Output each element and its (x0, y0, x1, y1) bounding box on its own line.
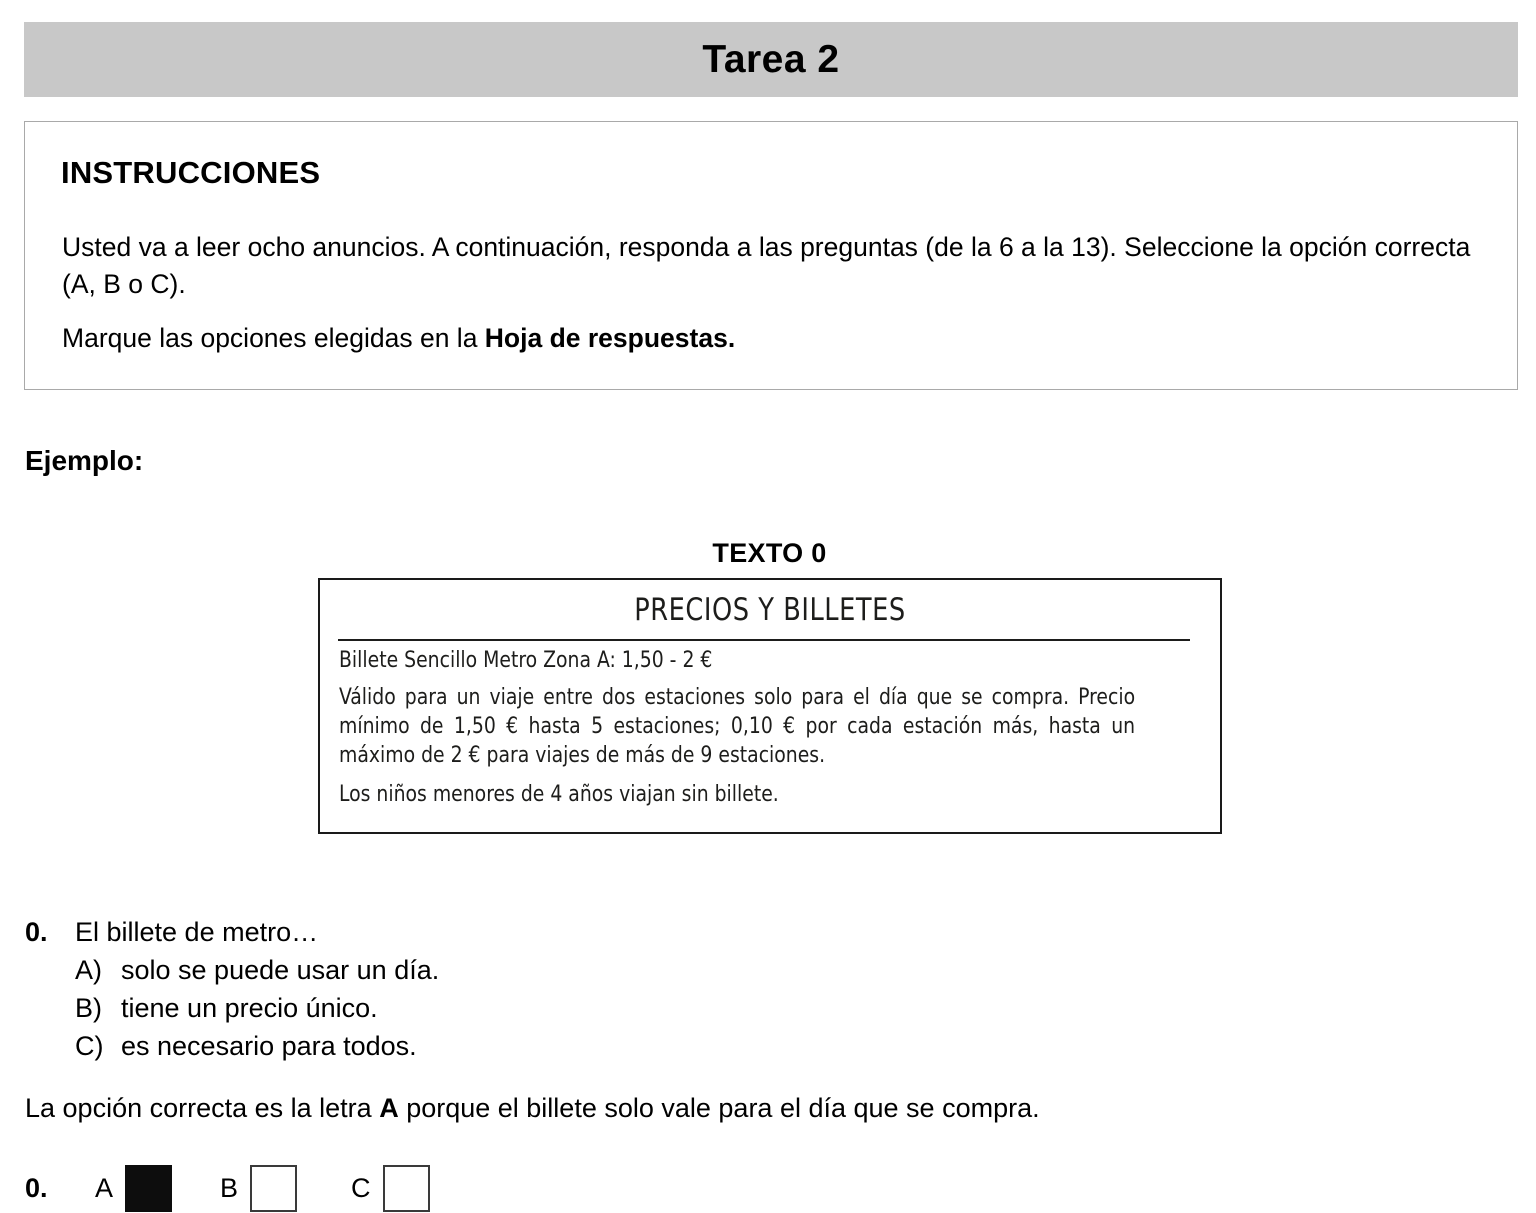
instructions-box (24, 121, 1518, 390)
ad-body-text: Válido para un viaje entre dos estaciones solo para el día que se compra. Precio mínimo de 1,50 € hasta 5 estaciones; 0,10 € por cada estación más, hasta un máximo de 2 € para viajes de más de 9 estaciones. (339, 684, 1136, 768)
answer-checkbox-a[interactable] (125, 1165, 172, 1212)
answer-sheet-emphasis: Hoja de respuestas. (484, 323, 736, 353)
ad-title-divider (338, 639, 1190, 641)
text-zero-title (0, 538, 1536, 569)
ad-children-note: Los niños menores de 4 años viajan sin billete. (339, 781, 779, 807)
page-title: Tarea 2 (702, 37, 840, 81)
answer-choice-a[interactable] (95, 1165, 172, 1212)
question-option-b[interactable] (75, 989, 1025, 1027)
answer-choice-b[interactable] (220, 1165, 297, 1212)
instructions-heading: INSTRUCCIONES (61, 155, 321, 190)
answer-choice-a-letter: A (95, 1172, 114, 1203)
advertisement-box (318, 578, 1222, 834)
instructions-paragraph-1: Usted va a leer ocho anuncios. A continuación, responda a las preguntas (de la 6 a la 13). Seleccione la opción correcta (A, B o C). (62, 232, 1471, 299)
option-a-letter: A) (75, 955, 102, 985)
answer-checkbox-b[interactable] (250, 1165, 297, 1212)
answer-row-number: 0. (25, 1172, 48, 1203)
question-option-c[interactable] (75, 1027, 1025, 1065)
explanation-answer-letter: A (379, 1093, 399, 1123)
option-c-text: es necesario para todos. (121, 1031, 417, 1061)
explanation-suffix: porque el billete solo vale para el día que se compra. (398, 1093, 1040, 1123)
question-option-a[interactable] (75, 951, 1025, 989)
option-b-text: tiene un precio único. (121, 993, 378, 1023)
task-header-band (24, 22, 1518, 97)
example-question (25, 913, 1025, 1065)
question-number: 0. (25, 917, 48, 947)
answer-choice-c-letter: C (351, 1172, 371, 1203)
instructions-paragraph-2 (62, 320, 1482, 357)
answer-explanation (25, 1090, 1425, 1126)
explanation-prefix: La opción correcta es la letra (25, 1093, 380, 1123)
instructions-paragraph-2-prefix: Marque las opciones elegidas en la (62, 323, 485, 353)
question-stem: El billete de metro… (75, 917, 319, 947)
question-stem-row (25, 913, 1025, 951)
answer-choice-b-letter: B (220, 1172, 239, 1203)
answer-choice-c[interactable] (351, 1165, 430, 1212)
answer-checkbox-c[interactable] (383, 1165, 430, 1212)
ad-title: PRECIOS Y BILLETES (634, 592, 906, 628)
example-label: Ejemplo: (25, 445, 144, 476)
option-b-letter: B) (75, 993, 102, 1023)
option-a-text: solo se puede usar un día. (121, 955, 440, 985)
ad-price-line: Billete Sencillo Metro Zona A: 1,50 - 2 € (339, 647, 713, 673)
text-zero-title-label: TEXTO 0 (712, 538, 827, 568)
option-c-letter: C) (75, 1031, 104, 1061)
answer-key-row (25, 1163, 430, 1213)
